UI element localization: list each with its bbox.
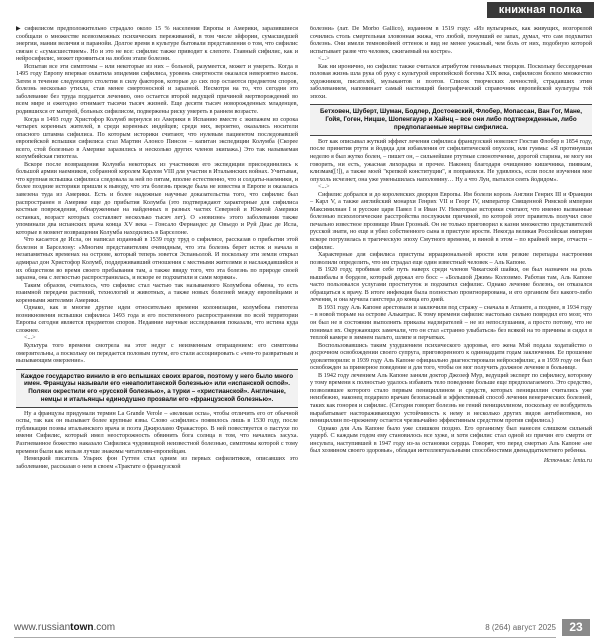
pull-quote: Бетховен, Шуберт, Шуман, Бодлер, Достоевский, Флобер, Мопассан, Ван Гог, Мане, Гойя, Гоген, Ницше, Шопенгауэр и Хайнц – все они либо подтвержденные, либо предполагаемые жертвы сифилиса. (310, 104, 592, 135)
article-paragraph: Воспользовавшись таким ухудшением психического здоровья, его жена Мэй подала ходатайство о досрочном освобождении своего супруга, приговоренного к одиннадцати годам заключения. Ее прошение удовлетворили: в 1939 году Аль Капоне официально диагностировали нейросифилис, а в 1939 году он был освобожден за примерное поведение и для того, чтобы он мог получить должное лечение в больнице. (310, 342, 592, 372)
source-credit: Источник: lenta.ru (543, 457, 592, 464)
page-header (0, 0, 600, 16)
page-number: 23 (562, 619, 590, 636)
article-paragraph: В 1942 году лечением Аль Капоне заняли доктор Джозеф Мур, ведущий эксперт по сифилису, которому у тому времени к полностью удалось избавить тело поведение больше еще предполагаемого. Это средство, позволявшее которого стало первым пенициллином и средств, которых пенициллин считались уже неизбежно, наконец подарило врачам безопасный и эффективный способ лечения венерических болезней, таких как гонорея и сифилис. (Сегодня говорят болезнь не гений пенициллином, поскольку ее возбудитель вырабатывает настораживающую устойчивость к нему и несколько других видов антибиотиков, но пенициллин по-прежнему остается чрезвычайно эффективным средством против сифилиса.) (310, 372, 592, 425)
page-footer (0, 616, 600, 640)
article-paragraph: Вскоре после возвращения Колумба некоторых из участников его экспедиции присоединились к большой армии наемников, собранной королем Карлом VIII для участия в Итальянских войнах. Учитывая, что крупная вспышка сифилиса следовала за ней по пятам, вполне естественно, что и солдаты-наемники, и более поздние историки пришли к выводу, что эта болезнь прежде была не известна в Европе и оказалась завезена туда из Америки. Есть и более надежные научные доказательства того, что сифилис был распространен в Америке еще до прибытия Колумба (это подтверждают характерные для сифилиса костные повреждения, обнаруженные на найденных в разных частях Северной и Южной Америки останках, возраст которых составляет несколько тысяч лет). О «новизне» этого заболевания также упоминали два испанских врача конца XV века – Гонсало Фернандес де Овьедо и Руй Диас де Исла, которые в момент возвращения Колумба находились в Барселоне. (16, 161, 298, 236)
issue-label: 8 (264) август 2025 (485, 623, 556, 632)
article-paragraph: Вот как описывал жуткий эффект лечения сифилиса французский новелист Гюстав Флобер в 1854 году, после принятия ртути и йодида для избавления от сифилитической опухоли, или гуммы: «Я протянувши неделю я был жутко болен, – пишет он, – сильнейшие ртутные слюнотечение, дорогой старина, не могу ни говорить, ни есть, ужасная лихорадка и прочее. Наконец благодаря очищению кишечника, пиявкам, клизмам([!]), а также моей "крепкой конституции", я поправился. Не удивлюсь, если после изучения мое опухоль исчезнет, она уже уменьшилась наполовину… Ну а что Луи, пытался сеять йодидом». (310, 138, 592, 183)
article-body (16, 26, 592, 614)
article-paragraph: Как ни иронично, но сифилис также считался атрибутом гениальных творцов. Поскольку бессердечная половая жизнь шла рука об руку с культурой европейской богемы XIX века, сифилисом болело множество художников, писателей, музыкантов и поэтов. Список творческих личностей, страдавших этим заболеванием, напоминает самый настоящий биографический справочник европейской культуры той эпохи. (310, 63, 592, 100)
article-paragraph: Немецкий писатель Ульрих фон Гуттен стал одним из первых сифилитиков, описавших это заболевание, рассказав о нем в своем «Трактате о французской (16, 456, 298, 470)
article-paragraph: В 1920 году, пробивая себе путь наверх среди членов Чикагской шайки, он был назначен на роль вышибалы в борделе, который держал его босс – «Большой Джим» Колозимо. Работая там, Аль Капоне часто пользовался услугами проституток и подхватил сифилис. Однако лечение болезнь, он отказался обращаться к врачу. В итоге инфекция была полностью проигнорирована, и его организм без какого-либо лечения, и она мучила гангстера до конца его дней. (310, 267, 592, 304)
article-paragraph: Испытав все эти симптомы – или некоторые из них – больной, разумеется, может и умереть. Когда в 1495 году Европу впервые охватила эпидемия сифилиса, уровень смертности оказался невероятно высок. Затем в течение следующего столетия в силу факторов, которые до сих пор остаются предметом споров, болезнь несколько утихла, став менее смертоносной и заразной. Несмотря на то, что сегодня это заболевание без труда поддается лечению, оно остается второй ведущей причиной мертворождений во всем мире и ежегодно отнимает тысячи тысяч жизней. Еще десяти тысяч новорожденных младенцев, родившихся от матерей, больных сифилисом, подвержены риску умереть в раннем возрасте. (16, 63, 298, 116)
footer-divider (14, 637, 556, 638)
article-paragraph: Таким образом, считалось, что сифилис стал частью так называемого Колумбова обмена, то есть взаимной передачи растений, технологий и животных, а также новых болезней между европейцами и коренными жителями Америки. (16, 282, 298, 304)
article-paragraph: болезни» (лат. De Morbo Gallico), изданном в 1519 году: «Из вульгарных, как живущих, возгорелой сочились столь смертельная зловонная жижа, что любой, почувший ее запах, думал, что сам подхватил болезнь. Они имели темновойней оттенок и вид не менее ужасный, чем боль от них, подобную которой испытывает разве что человек, сжигаемый на костре». (310, 26, 592, 55)
site-prefix: www.russian (14, 622, 71, 633)
right-column (310, 26, 592, 614)
article-paragraph: Характерные для сифилиса приступы иррациональной ярости или резкие перепады настроения позволили определить, что им страдал еще один известный человек – Аль Капоне. (310, 252, 592, 266)
site-bold: town (70, 622, 94, 633)
pull-quote: Каждое государство винило в его вспышках своих врагов, поэтому у него было много имен. Французы называли его «неаполитанской болезнью» или «испанской оспой». Поляки окрестили его «русской болезнью», а турки – «христианской». Англичане, немцы и итальянцы единодушно прозвали его «французской болезнью». (16, 369, 298, 408)
section-tag: книжная полка (487, 2, 594, 18)
ellipsis: <...> (24, 335, 36, 342)
article-paragraph: Когда в 1493 году Христофор Колумб вернулся из Америки в Испанию вместе с экипажем из сорока четырех коренных жителей, в среди коренных индейцев; среди них, вероятно, оказались носители опасного штамма сифилиса. По которым историки считают, что нулевым пациентом последовавшей европейской вспышки сифилиса стал Мартин Алонсо Пинсон – капитан экспедиции Колумба (Скорее всего, стой болезнью в Америке заразились и несколько других членов экипажа.) Это так называемая колумбийская гипотеза. (16, 116, 298, 161)
article-paragraph: ▶ сифилисом предположительно страдало около 15 % населения Европы и Америки, заразившиеся сообщали о множестве всевозможных психических переживаний, в том числе эйфории, сумасшедшей энергии, мании величия и паранойи. Долгое время в культуре бытовали представления о том, что сифилис связан с «сумасшествием». Но и это не все: сифилис также приводит к слепоте. Главный сифилис, как и нейросифилис, может проявиться на любом этапе болезни. (16, 26, 298, 64)
site-suffix: .com (93, 622, 116, 633)
article-paragraph: Однако для Аль Капоне было уже слишком поздно. Его организму был нанесен слишком сильный ущерб. С каждым годом ему становилось все хуже, и хотя сифилис стал одной из причин его смерти от инсульта, наступившей в 1947 году из-за остановки сердца. Говорят, что перед смертью Аль Капоне «не был хозяином своего здоровья», обладая интеллектуальными способностями двенадцатилетнего ребенка. (310, 425, 592, 455)
site-url[interactable] (14, 622, 115, 633)
ellipsis: <...> (318, 56, 330, 63)
article-paragraph: Ну а французы придумали термин La Grande Verole – «великая оспа», чтобы отличить его от обычной оспы, так как он вызывает более крупные язвы. Слово «сифилис» появилось лишь в 1530 году, после публикации поэмы итальянского врача и поэта Джироламо Фракасторо. В ней повествуется о пастухе по имени Сифилис, который имел неосторожность обвинить бога солнца в том, что начались засуха. Разгневанное божество наказало Сифилиса чудовищной неизвестной болезнью, симптомы которой с тому времени были как нельзя лучше знакомы читателям-европейцам. (16, 410, 298, 455)
left-column (16, 26, 298, 614)
article-paragraph: Однако, как и многие другие идеи относительно времени колонизации, колумбова гипотеза возникновения вспышки сифилиса 1493 года и его постепенного распространения по всей территории Европы сегодня является предметом споров. Недавние научные исследования показали, что истина куда сложнее. (16, 305, 298, 334)
article-paragraph: Что касается де Исла, он написал изданный в 1539 году труд о сифилисе, рассказав о прибытии этой болезни в Барселону: «Многим представителям очевидным, что эта болезнь берет исток и начала в незапамятных временах на острове, который теперь зовется Эспаньолой. И поскольку эти земли открыл адмирал дон Христофор Колумб, поддерживавший отношения с местными жителями и наслаждавшийся и их обществом во время своего пребывания там, а также ввиду того, что эта болезнь по природе своей заразна, она с легкостью распространилась, и вскоре ее подхватили и сами моряки». (16, 237, 298, 282)
ellipsis: <...> (318, 184, 330, 191)
article-paragraph: В 1931 году Аль Капоне арестовали и заключили под стражу – сначала в Атланте, а позднее, в 1934 году – в новой тюрьме на острове Алькатрас. К тому времени сифилис настолько сильно повредил его мозг, что он был не в состоянии выполнять приказы надзирателей – не из непослушания, а просто потому, что не понимал их. Окружающих замечали, что он стал «странно улыбаться» без всякой на то причины и сидел в теплой камере в зимнем пальто, шляпе и перчатках. (310, 304, 592, 342)
article-paragraph: Сифилис добрался и до королевских дворцов Европы. Им болели король Англии Генрих III и Франции – Карл V, а также английский монархи Генрих VII и Георг IV, император Священной Римской империи Максимилиан I и русские цари Павел I и Иван IV. Некоторые историки считают, что именно вызванные болезнью психологические расстройства послужили причиной, по которой этот правитель получил свое печально известное прозвище Иван Грозный. Он не только приговорил к казни множество представителей русской знати, но еще и убил собственного сына в приступе ярости. Некогда великая Российская империя вскоре погрузилась в трагическую эпоху Смутного времени, и виной в этом – по крайней мере, отчасти – сифилис. (310, 191, 592, 251)
article-paragraph: Культура того времени смотрела на этот недуг с неизменным отвращением: его симптомы омерзительны, а поскольку он передается половым путем, его стали ассоциировать с «чем-то развратным и вызывающим омерзение». (16, 342, 298, 365)
